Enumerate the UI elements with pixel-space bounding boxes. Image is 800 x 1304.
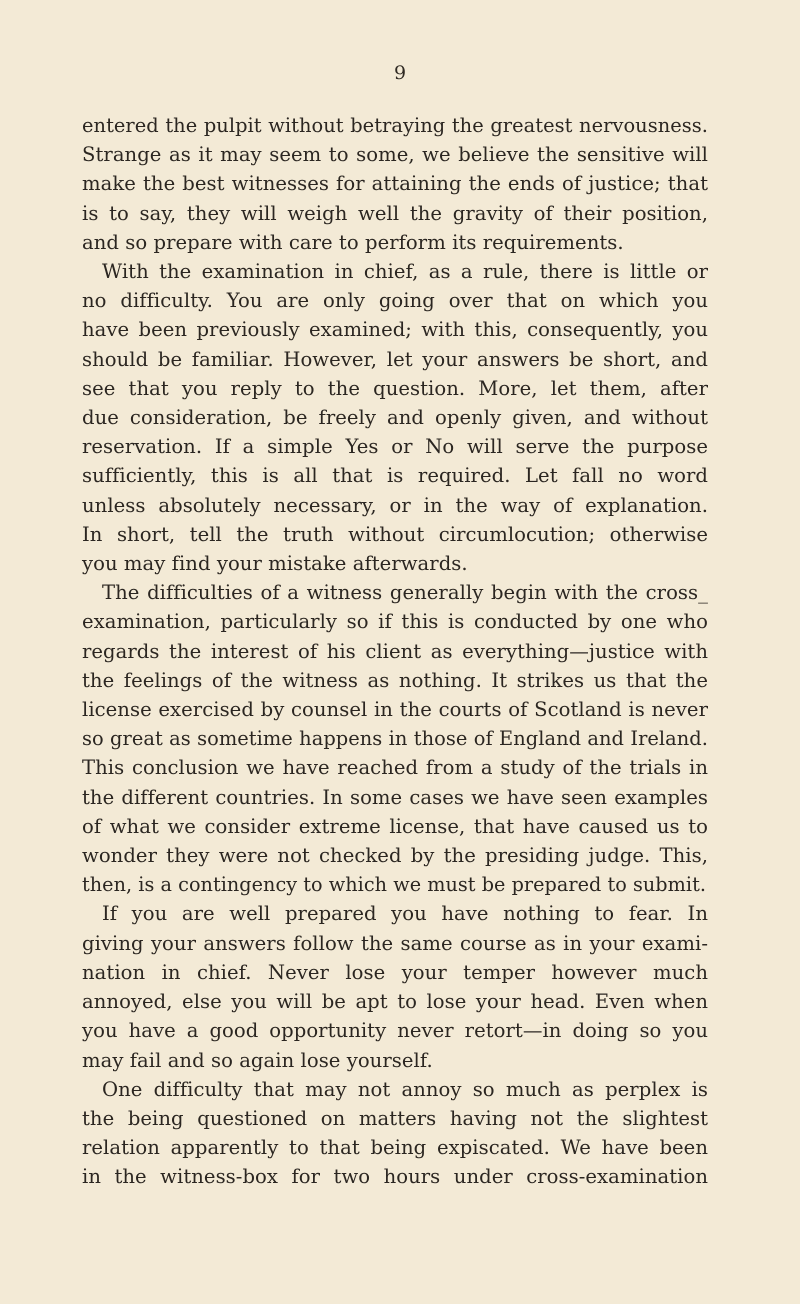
paragraph-2 bbox=[82, 257, 708, 578]
text-line: sufficiently, this is all that is required. Let fall no word bbox=[82, 464, 708, 488]
text-line: the different countries. In some cases we have seen examples bbox=[82, 785, 708, 809]
text-line: of what we consider extreme license, that have caused us to bbox=[82, 814, 708, 838]
text-line: nation in chief. Never lose your temper however much bbox=[82, 960, 708, 984]
text-line: you may find your mistake afterwards. bbox=[82, 552, 468, 576]
paragraph-1 bbox=[82, 111, 708, 257]
paragraph-5 bbox=[82, 1075, 708, 1192]
text-line: see that you reply to the question. More, let them, after bbox=[82, 376, 708, 400]
paragraph-4 bbox=[82, 899, 708, 1074]
text-line: so great as sometime happens in those of England and Ireland. bbox=[82, 727, 708, 751]
text-line: the being questioned on matters having not the slightest bbox=[82, 1106, 708, 1130]
text-line: should be familiar. However, let your answers be short, and bbox=[82, 347, 708, 371]
text-line: Strange as it may seem to some, we believe the sensitive will bbox=[82, 143, 708, 167]
text-line: giving your answers follow the same course as in your exami- bbox=[82, 931, 708, 955]
text-line: In short, tell the truth without circumlocution; otherwise bbox=[82, 522, 708, 546]
text-line: examination, particularly so if this is conducted by one who bbox=[82, 610, 708, 634]
text-line: have been previously examined; with this, consequently, you bbox=[82, 318, 708, 342]
text-line: may fail and so again lose yourself. bbox=[82, 1048, 433, 1072]
text-line: no difficulty. You are only going over that on which you bbox=[82, 289, 708, 313]
text-line: regards the interest of his client as everything—justice with bbox=[82, 639, 708, 663]
text-line: license exercised by counsel in the courts of Scotland is never bbox=[82, 698, 708, 722]
paragraph-3 bbox=[82, 578, 708, 899]
text-line: The difficulties of a witness generally begin with the cross_ bbox=[102, 581, 708, 605]
text-line: If you are well prepared you have nothing to fear. In bbox=[102, 902, 708, 926]
text-line: is to say, they will weigh well the gravity of their position, bbox=[82, 201, 708, 225]
body-text bbox=[82, 111, 708, 1192]
text-line: and so prepare with care to perform its requirements. bbox=[82, 230, 624, 254]
text-line: This conclusion we have reached from a study of the trials in bbox=[82, 756, 708, 780]
text-line: the feelings of the witness as nothing. It strikes us that the bbox=[82, 668, 708, 692]
text-line: annoyed, else you will be apt to lose your head. Even when bbox=[82, 990, 708, 1014]
text-line: With the examination in chief, as a rule, there is little or bbox=[102, 260, 708, 284]
text-line: you have a good opportunity never retort—in doing so you bbox=[82, 1019, 708, 1043]
text-line: unless absolutely necessary, or in the way of explanation. bbox=[82, 493, 708, 517]
text-line: make the best witnesses for attaining the ends of justice; that bbox=[82, 172, 708, 196]
text-line: then, is a contingency to which we must be prepared to submit. bbox=[82, 873, 706, 897]
text-line: reservation. If a simple Yes or No will serve the purpose bbox=[82, 435, 708, 459]
text-line: in the witness-box for two hours under cross-examination bbox=[82, 1165, 708, 1189]
page-number: 9 bbox=[393, 62, 407, 84]
text-line: wonder they were not checked by the presiding judge. This, bbox=[82, 844, 708, 868]
text-line: due consideration, be freely and openly given, and without bbox=[82, 406, 708, 430]
text-line: relation apparently to that being expiscated. We have been bbox=[82, 1136, 708, 1160]
text-line: entered the pulpit without betraying the greatest nervousness. bbox=[82, 114, 708, 137]
text-line: One difficulty that may not annoy so much as perplex is bbox=[102, 1077, 708, 1101]
